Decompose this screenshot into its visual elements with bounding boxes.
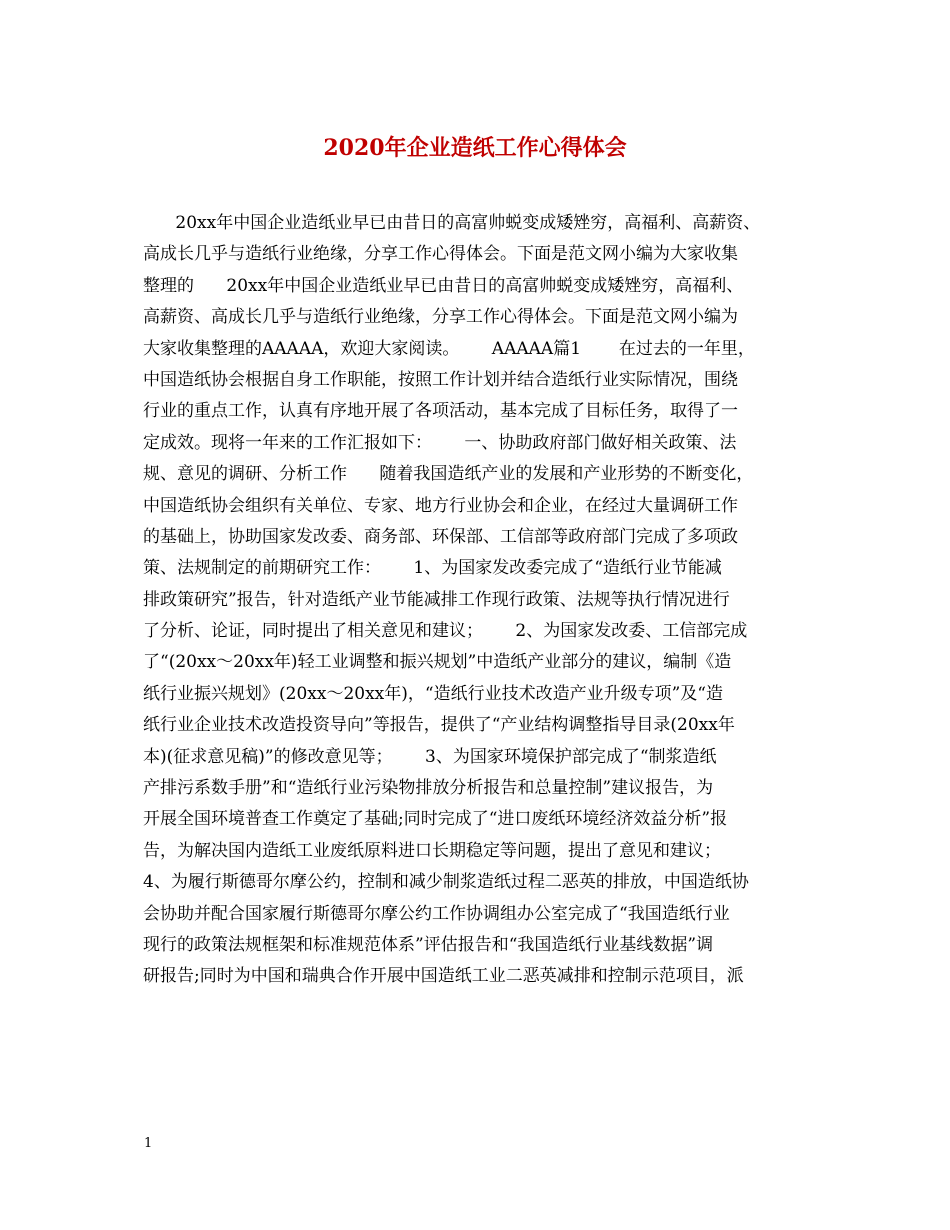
body-line: 行业的重点工作，认真有序地开展了各项活动，基本完成了目标任务，取得了一 [143, 401, 738, 422]
body-line: 中国造纸协会组织有关单位、专家、地方行业协会和企业，在经过大量调研工作 [143, 495, 738, 516]
body-line: 纸行业振兴规划》(20xx～20xx年)，“造纸行业技术改造产业升级专项”及“造 [143, 683, 723, 704]
body-line: 策、法规制定的前期研究工作： 1、为国家发改委完成了“造纸行业节能减 [143, 558, 722, 579]
body-line: 定成效。现将一年来的工作汇报如下： 一、协助政府部门做好相关政策、法 [143, 432, 737, 453]
body-line: 了“(20xx～20xx年)轻工业调整和振兴规划”中造纸产业部分的建议，编制《造 [143, 652, 732, 673]
body-line: 本)(征求意见稿)”的修改意见等； 3、为国家环境保护部完成了“制浆造纸 [143, 746, 717, 767]
body-line: 了分析、论证，同时提出了相关意见和建议； 2、为国家发改委、工信部完成 [143, 621, 748, 642]
body-line: 开展全国环境普查工作奠定了基础;同时完成了“进口废纸环境经济效益分析”报 [143, 809, 728, 830]
body-line: 整理的 20xx年中国企业造纸业早已由昔日的高富帅蜕变成矮矬穷，高福利、 [143, 275, 744, 296]
document-body [143, 208, 823, 993]
body-line: 大家收集整理的AAAAA，欢迎大家阅读。 AAAAA篇1 在过去的一年里， [143, 338, 755, 359]
body-line: 会协助并配合国家履行斯德哥尔摩公约工作协调组办公室完成了“我国造纸行业 [143, 903, 730, 924]
body-line: 20xx年中国企业造纸业早已由昔日的高富帅蜕变成矮矬穷，高福利、高薪资、 [143, 213, 761, 233]
body-line: 研报告;同时为中国和瑞典合作开展中国造纸工业二恶英减排和控制示范项目，派 [143, 966, 744, 987]
body-line: 规、意见的调研、分析工作 随着我国造纸产业的发展和产业形势的不断变化， [143, 464, 754, 485]
body-line: 现行的政策法规框架和标准规范体系”评估报告和“我国造纸行业基线数据”调 [143, 934, 714, 955]
body-line: 的基础上，协助国家发改委、商务部、环保部、工信部等政府部门完成了多项政 [143, 526, 738, 547]
body-line: 高薪资、高成长几乎与造纸行业绝缘，分享工作心得体会。下面是范文网小编为 [143, 307, 738, 328]
body-line: 排政策研究”报告，针对造纸产业节能减排工作现行政策、法规等执行情况进行 [143, 589, 730, 610]
body-line: 告，为解决国内造纸工业废纸原料进口长期稳定等问题，提出了意见和建议； [143, 840, 721, 861]
body-line: 高成长几乎与造纸行业绝缘，分享工作心得体会。下面是范文网小编为大家收集 [143, 244, 738, 265]
body-line: 中国造纸协会根据自身工作职能，按照工作计划并结合造纸行业实际情况，围绕 [143, 369, 738, 390]
body-line: 产排污系数手册”和“造纸行业污染物排放分析报告和总量控制”建议报告，为 [143, 778, 714, 799]
body-line: 4、为履行斯德哥尔摩公约，控制和减少制浆造纸过程二恶英的排放，中国造纸协 [143, 872, 749, 893]
page-number: 1 [144, 1136, 153, 1151]
body-line: 纸行业企业技术改造投资导向”等报告，提供了“产业结构调整指导目录(20xx年 [143, 715, 735, 736]
document-title: 2020年企业造纸工作心得体会 [323, 135, 627, 161]
